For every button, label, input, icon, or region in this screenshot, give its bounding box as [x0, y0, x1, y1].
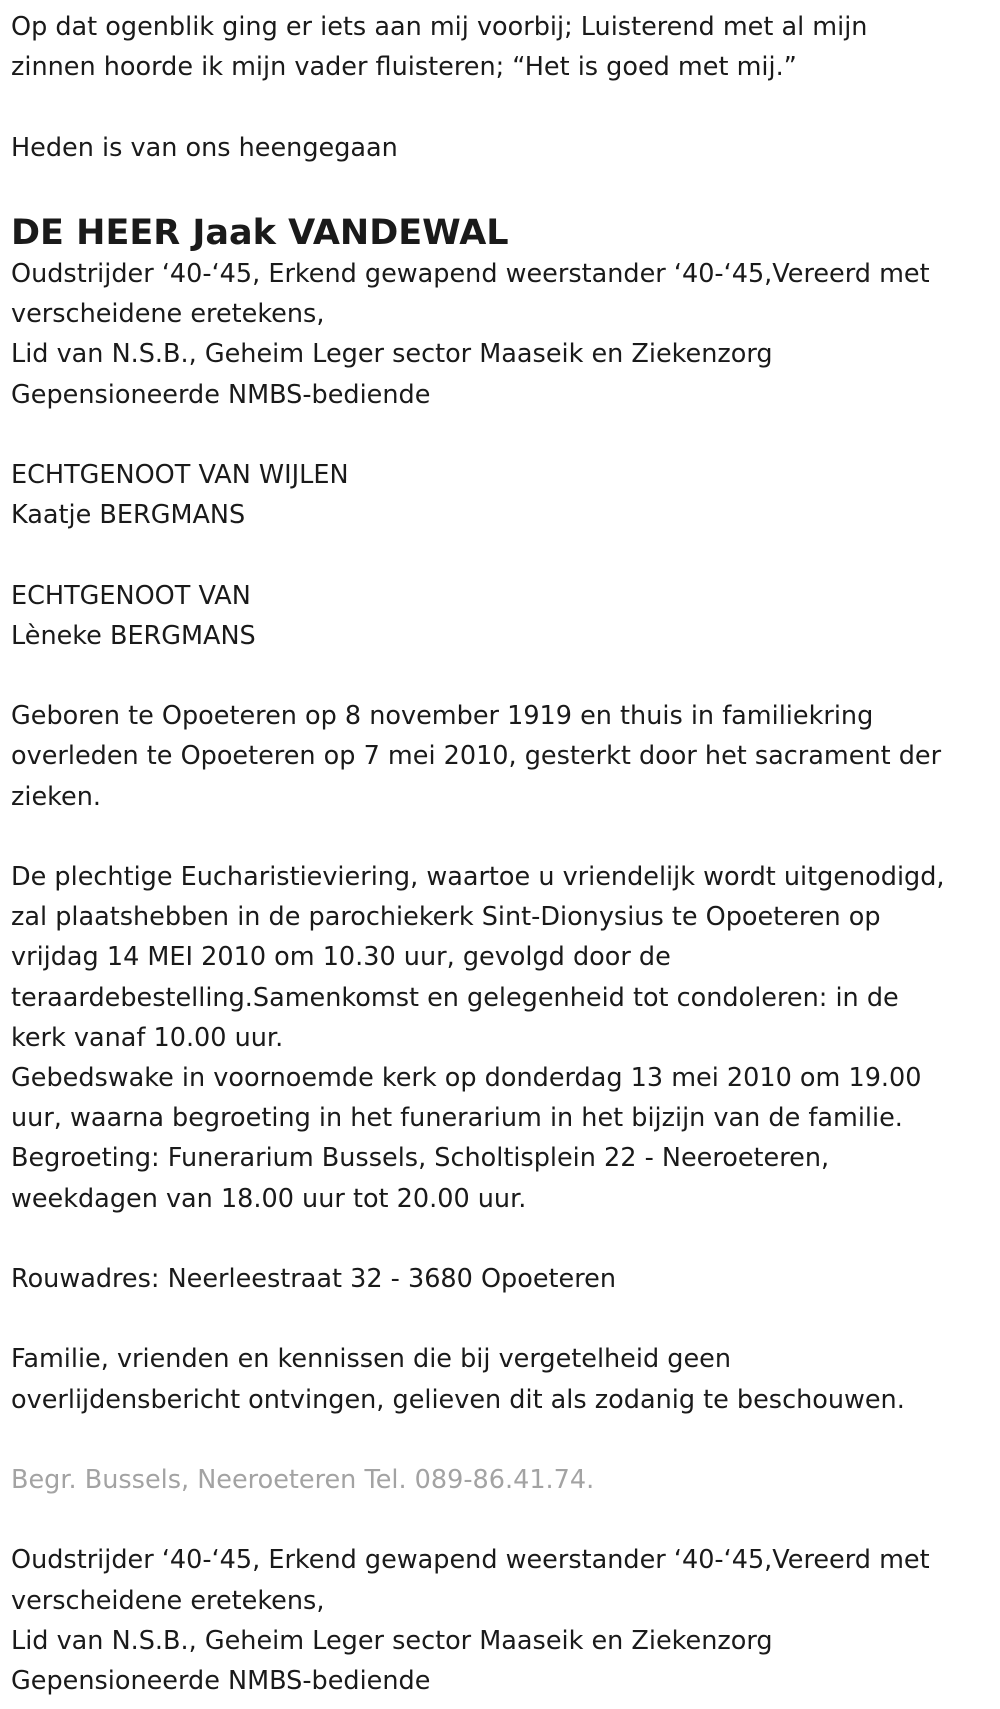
- biography-text: Oudstrijder ‘40-‘45, Erkend gewapend weerstander ‘40-‘45,Vereerd met verscheidene eretekens, Lid van N.S.B., Geheim Leger sector Maaseik en Ziekenzorg Gepensioneerde NMBS-bediende: [11, 258, 930, 410]
- spacer: [11, 87, 989, 127]
- spacer: [11, 415, 989, 455]
- spacer: [11, 1500, 989, 1540]
- spacer: [11, 1299, 989, 1339]
- spouse-text: ECHTGENOOT VAN Lèneke BERGMANS: [11, 580, 256, 651]
- spacer: [11, 1219, 989, 1259]
- intro-quote: Op dat ogenblik ging er iets aan mij voorbij; Luisterend met al mijn zinnen hoorde ik mijn vader fluisteren; “Het is goed met mij.”: [11, 12, 868, 83]
- deceased-name-heading: DE HEER Jaak VANDEWAL: [11, 212, 509, 253]
- spacer: [11, 168, 989, 208]
- birth-death-text: Geboren te Opoeteren op 8 november 1919 en thuis in familiekring overleden te Opoeteren op 7 mei 2010, gesterkt door het sacrament der zieken.: [11, 701, 942, 812]
- mourning-address: Rouwadres: Neerleestraat 32 - 3680 Opoeteren: [11, 1263, 616, 1294]
- family-notice: Familie, vrienden en kennissen die bij vergetelheid geen overlijdensbericht ontvingen, gelieven dit als zodanig te beschouwen.: [11, 1344, 905, 1415]
- undertaker-contact: Begr. Bussels, Neeroeteren Tel. 089-86.41.74.: [11, 1464, 595, 1495]
- late-spouse-text: ECHTGENOOT VAN WIJLEN Kaatje BERGMANS: [11, 459, 349, 531]
- spacer: [11, 1420, 989, 1460]
- spacer: [11, 656, 989, 696]
- spacer: [11, 817, 989, 857]
- announcement-text: Heden is van ons heengegaan: [11, 132, 398, 163]
- ceremony-text: De plechtige Eucharistieviering, waartoe u vriendelijk wordt uitgenodigd, zal plaatshebben in de parochiekerk Sint-Dionysius te Opoeteren op vrijdag 14 MEI 2010 om 10.30 uur, gevolgd door de teraardebestelling.Samenkomst en gelegenheid tot condoleren: in de kerk vanaf 10.00 uur. Gebedswake in voornoemde kerk op donderdag 13 mei 2010 om 19.00 uur, waarna begroeting in het funerarium in het bijzijn van de familie. Begroeting: Funerarium Bussels, Scholtisplein 22 - Neeroeteren, weekdagen van 18.00 uur tot 20.00 uur.: [11, 861, 945, 1214]
- spacer: [11, 535, 989, 575]
- biography-repeat-text: Oudstrijder ‘40-‘45, Erkend gewapend weerstander ‘40-‘45,Vereerd met verscheidene eretekens, Lid van N.S.B., Geheim Leger sector Maaseik en Ziekenzorg Gepensioneerde NMBS-bediende: [11, 1545, 930, 1696]
